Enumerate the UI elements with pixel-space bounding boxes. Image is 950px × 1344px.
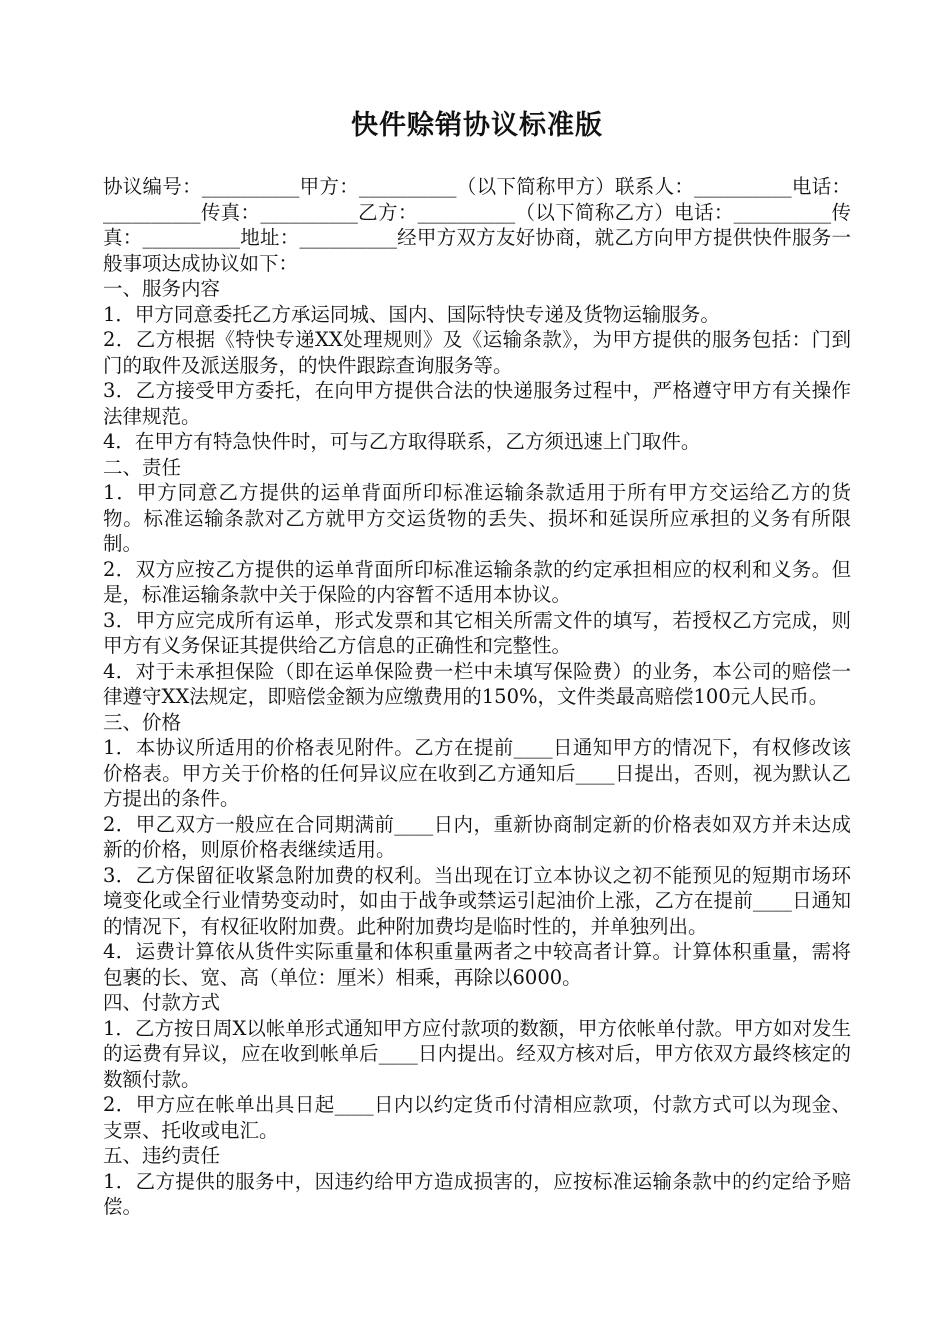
section-heading-breach: 五、违约责任 [103, 1144, 221, 1167]
service-item: 1．甲方同意委托乙方承运同城、国内、国际特快专递及货物运输服务。 [103, 302, 720, 326]
price-item: 1．本协议所适用的价格表见附件。乙方在提前____日通知甲方的情况下，有权修改该价格表。甲方关于价格的任何异议应在收到乙方通知后____日提出，否则，视为默认乙方提出的条件。 [103, 736, 851, 810]
section-heading-price: 三、价格 [103, 710, 182, 734]
section-heading-service: 一、服务内容 [103, 277, 221, 300]
price-item: 4．运费计算依从货件实际重量和体积重量两者之中较高者计算。计算体积重量，需将包裹的长、宽、高（单位：厘米）相乘，再除以6000。 [103, 940, 851, 989]
payment-item: 1．乙方按日周X以帐单形式通知甲方应付款项的数额，甲方依帐单付款。甲方如对发生的运费有异议，应在收到帐单后____日内提出。经双方核对后，甲方依双方最终核定的数额付款。 [103, 1016, 851, 1091]
price-item: 2．甲乙双方一般应在合同期满前____日内，重新协商制定新的价格表如双方并未达成新的价格，则原价格表继续适用。 [103, 812, 851, 861]
payment-item: 2．甲方应在帐单出具日起____日内以约定货币付清相应款项，付款方式可以为现金、支票、托收或电汇。 [103, 1093, 851, 1142]
responsibility-item: 2．双方应按乙方提供的运单背面所印标准运输条款的约定承担相应的权利和义务。但是，标准运输条款中关于保险的内容暂不适用本协议。 [103, 557, 851, 606]
responsibility-item: 1．甲方同意乙方提供的运单背面所印标准运输条款适用于所有甲方交运给乙方的货物。标准运输条款对乙方就甲方交运货物的丢失、损坏和延误所应承担的义务有所限制。 [103, 481, 851, 555]
document-title: 快件赊销协议标准版 [351, 110, 603, 141]
service-item: 4．在甲方有特急快件时，可与乙方取得联系，乙方须迅速上门取件。 [103, 430, 701, 453]
section-heading-payment: 四、付款方式 [103, 991, 221, 1014]
document-page [103, 108, 851, 1220]
price-item: 3．乙方保留征收紧急附加费的权利。当出现在订立本协议之初不能预见的短期市场环境变化或全行业情势变动时，如由于战争或禁运引起油价上涨，乙方在提前____日通知的情况下，有权征收附加费。此种附加费均是临时性的，并单独列出。 [103, 863, 851, 938]
service-item: 2．乙方根据《特快专递XX处理规则》及《运输条款》，为甲方提供的服务包括：门到门的取件及派送服务，的快件跟踪查询服务等。 [103, 328, 851, 377]
service-item: 3．乙方接受甲方委托，在向甲方提供合法的快递服务过程中，严格遵守甲方有关操作法律规范。 [103, 379, 851, 428]
document-body [103, 174, 851, 1220]
intro-paragraph: 协议编号：__________甲方：__________（以下简称甲方）联系人：__________电话：__________传真：__________乙方：__________（以下简称乙方）电话：__________传真：__________地址：__________经甲方双方友好协商，就乙方向甲方提供快件服务一般事项达成协议如下： [103, 175, 851, 275]
breach-item: 1．乙方提供的服务中，因违约给甲方造成损害的，应按标准运输条款中的约定给予赔偿。 [103, 1169, 851, 1218]
section-heading-responsibility: 二、责任 [103, 455, 182, 479]
responsibility-item: 3．甲方应完成所有运单，形式发票和其它相关所需文件的填写，若授权乙方完成，则甲方有义务保证其提供给乙方信息的正确性和完整性。 [103, 608, 851, 657]
responsibility-item: 4．对于未承担保险（即在运单保险费一栏中未填写保险费）的业务，本公司的赔偿一律遵守XX法规定，即赔偿金额为应缴费用的150%，文件类最高赔偿100元人民币。 [103, 659, 851, 708]
